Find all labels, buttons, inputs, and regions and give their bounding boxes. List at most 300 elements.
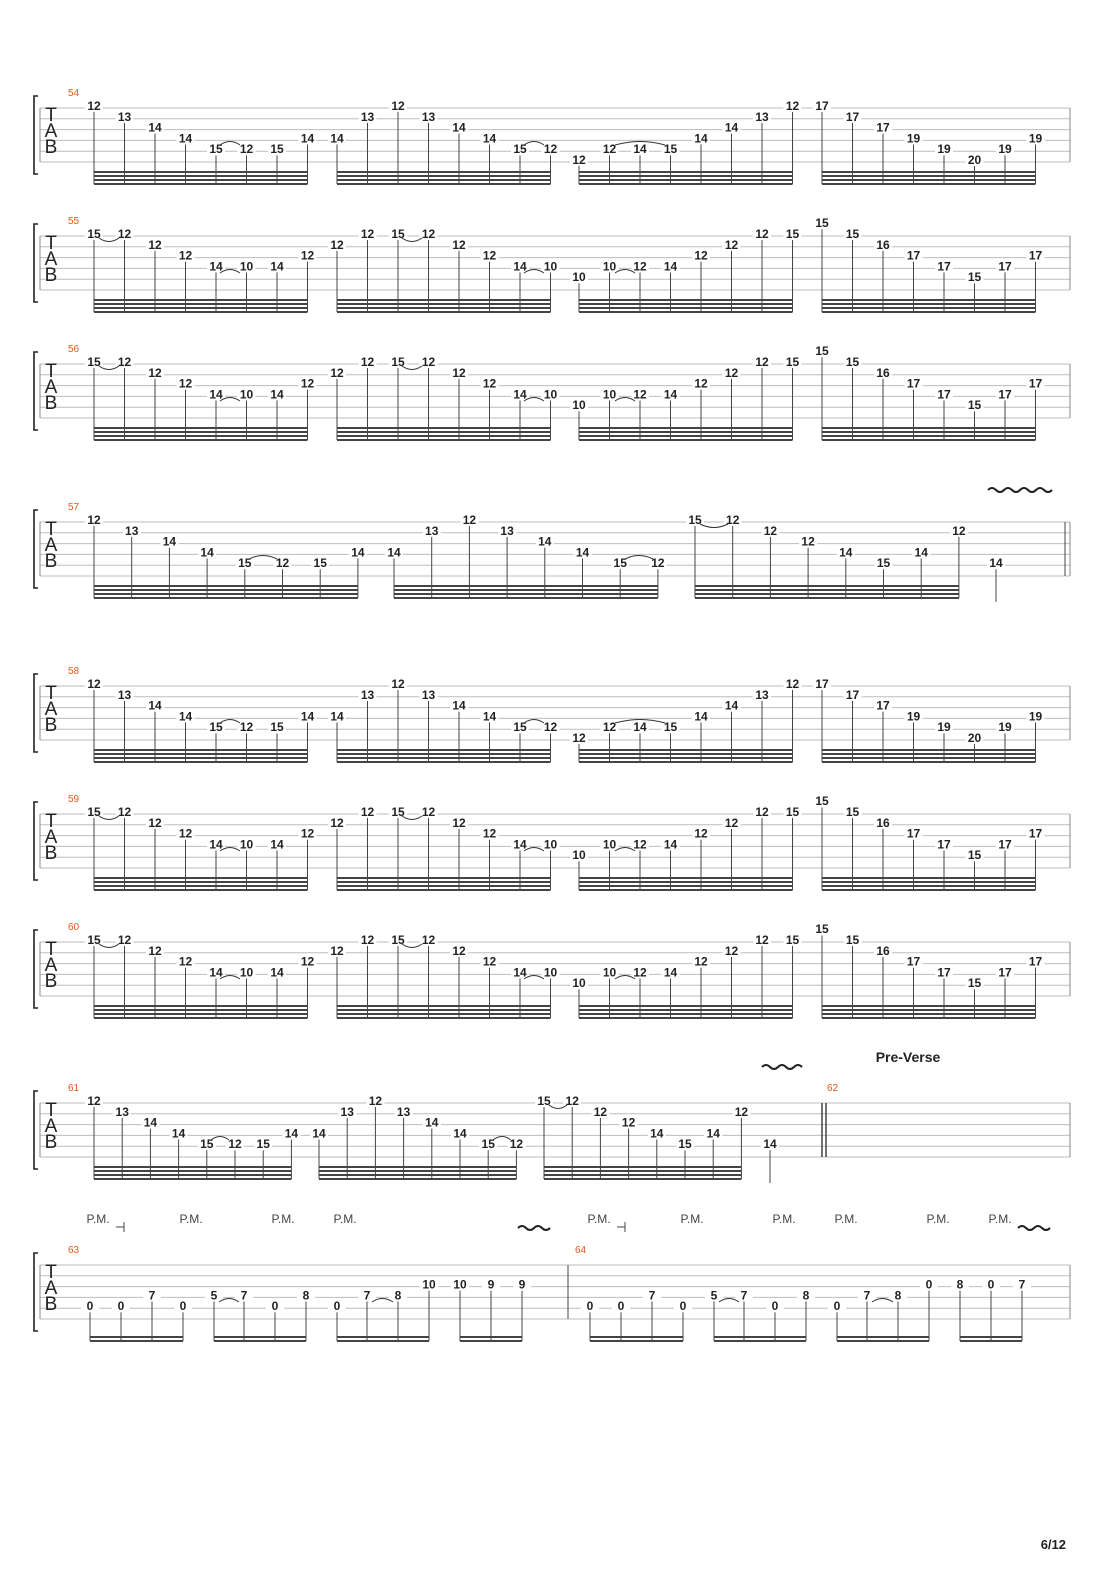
fret-number: 0 (333, 1299, 341, 1314)
staff-brace (34, 802, 38, 880)
fret-number: 19 (937, 720, 951, 735)
fret-number: 0 (925, 1277, 933, 1292)
fret-number: 17 (1028, 954, 1043, 969)
palm-mute-label: P.M. (271, 1212, 295, 1226)
fret-number: 17 (937, 259, 951, 274)
fret-number: 12 (755, 805, 769, 819)
fret-number: 12 (330, 237, 344, 252)
fret-number: 12 (482, 826, 497, 841)
fret-number: 17 (845, 687, 860, 702)
fret-number: 12 (117, 227, 132, 241)
fret-number: 12 (421, 227, 436, 241)
fret-number: 14 (300, 131, 315, 146)
fret-number: 17 (876, 698, 890, 713)
fret-number: 17 (906, 248, 921, 263)
fret-number: 14 (633, 720, 647, 735)
fret-number: 14 (330, 131, 344, 146)
tab-clef-letter: B (44, 715, 58, 736)
fret-number: 15 (785, 355, 800, 369)
tab-clef-letter: A (44, 535, 58, 556)
measure-number: 56 (68, 344, 80, 355)
fret-number: 14 (513, 387, 527, 402)
fret-number: 12 (694, 954, 708, 969)
fret-number: 14 (300, 709, 315, 724)
fret-number: 10 (602, 387, 617, 402)
tab-clef-letter: T (45, 519, 57, 540)
measure-number: 57 (68, 502, 80, 513)
fret-number: 15 (87, 933, 101, 947)
fret-number: 12 (602, 142, 617, 157)
fret-number: 13 (396, 1104, 411, 1119)
fret-number: 12 (952, 523, 966, 538)
fret-number: 12 (694, 826, 708, 841)
fret-number: 15 (270, 720, 284, 735)
tab-clef-letter: B (44, 551, 58, 572)
fret-number: 10 (602, 259, 617, 274)
fret-number: 0 (617, 1299, 625, 1314)
fret-number: 15 (785, 227, 800, 241)
tab-clef-letter: T (45, 811, 57, 832)
measure-number: 54 (68, 88, 80, 99)
fret-number: 15 (845, 933, 860, 947)
fret-number: 14 (425, 1115, 439, 1130)
fret-number: 14 (482, 131, 497, 146)
fret-number: 14 (143, 1115, 158, 1130)
fret-number: 14 (171, 1126, 186, 1141)
fret-number: 14 (663, 259, 678, 274)
fret-number: 0 (833, 1299, 841, 1314)
palm-mute-label: P.M. (333, 1212, 357, 1226)
fret-number: 12 (87, 99, 101, 113)
measure-number: 62 (827, 1083, 839, 1094)
fret-number: 15 (256, 1137, 270, 1152)
fret-number: 12 (651, 556, 665, 571)
fret-number: 10 (239, 965, 254, 980)
fret-number: 17 (998, 837, 1012, 852)
fret-number: 15 (663, 720, 678, 735)
fret-number: 5 (710, 1288, 718, 1303)
fret-number: 14 (453, 1126, 467, 1141)
fret-number: 14 (387, 545, 401, 560)
fret-number: 10 (453, 1277, 467, 1292)
fret-number: 0 (679, 1299, 687, 1314)
tab-clef-letter: T (45, 683, 57, 704)
fret-number: 15 (815, 794, 829, 809)
tab-clef-letter: A (44, 1116, 58, 1137)
fret-number: 12 (300, 248, 315, 263)
fret-number: 12 (330, 365, 344, 380)
fret-number: 14 (330, 709, 344, 724)
palm-mute-label: P.M. (680, 1212, 704, 1226)
fret-number: 14 (178, 709, 193, 724)
fret-number: 13 (421, 109, 436, 124)
fret-number: 14 (633, 142, 647, 157)
fret-number: 17 (937, 837, 951, 852)
fret-number: 19 (1028, 709, 1043, 724)
tab-clef-letter: B (44, 1294, 58, 1315)
fret-number: 5 (210, 1288, 218, 1303)
fret-number: 12 (117, 933, 132, 947)
fret-number: 10 (572, 848, 586, 863)
fret-number: 17 (906, 376, 921, 391)
fret-number: 14 (209, 965, 223, 980)
fret-number: 14 (694, 131, 708, 146)
fret-number: 12 (300, 376, 315, 391)
fret-number: 14 (270, 387, 284, 402)
tab-clef-letter: T (45, 1100, 57, 1121)
fret-number: 7 (363, 1288, 371, 1303)
fret-number: 14 (482, 709, 497, 724)
palm-mute-label: P.M. (587, 1212, 611, 1226)
palm-mute-label: P.M. (772, 1212, 796, 1226)
fret-number: 10 (572, 398, 586, 413)
fret-number: 14 (270, 965, 284, 980)
palm-mute-label: P.M. (834, 1212, 858, 1226)
fret-number: 8 (802, 1288, 810, 1303)
fret-number: 7 (648, 1288, 656, 1303)
fret-number: 7 (863, 1288, 871, 1303)
fret-number: 12 (633, 387, 647, 402)
fret-number: 12 (572, 731, 586, 745)
fret-number: 12 (421, 805, 436, 819)
fret-number: 12 (360, 933, 375, 947)
fret-number: 14 (200, 545, 214, 560)
fret-number: 0 (586, 1299, 594, 1314)
fret-number: 10 (543, 387, 558, 402)
palm-mute-label: P.M. (988, 1212, 1012, 1226)
tab-clef-letter: T (45, 361, 57, 382)
fret-number: 15 (815, 922, 829, 937)
fret-number: 12 (300, 826, 315, 841)
fret-number: 12 (694, 248, 708, 263)
fret-number: 12 (482, 376, 497, 391)
fret-number: 12 (148, 237, 162, 252)
fret-number: 14 (724, 698, 739, 713)
fret-number: 12 (117, 355, 132, 369)
fret-number: 20 (967, 731, 982, 745)
fret-number: 8 (894, 1288, 902, 1303)
fret-number: 13 (421, 687, 436, 702)
fret-number: 15 (513, 142, 527, 157)
fret-number: 12 (565, 1094, 579, 1108)
tab-clef-letter: B (44, 971, 58, 992)
fret-number: 13 (340, 1104, 354, 1119)
fret-number: 14 (989, 556, 1003, 571)
fret-number: 14 (706, 1126, 720, 1141)
fret-number: 15 (845, 227, 860, 241)
section-label: Pre-Verse (875, 1049, 941, 1065)
page-number: 6/12 (1040, 1537, 1066, 1552)
fret-number: 10 (239, 259, 254, 274)
palm-mute-label: P.M. (86, 1212, 110, 1226)
fret-number: 15 (815, 344, 829, 359)
fret-number: 16 (876, 237, 890, 252)
fret-number: 10 (572, 976, 586, 991)
fret-number: 8 (956, 1277, 964, 1292)
fret-number: 13 (425, 523, 439, 538)
fret-number: 15 (663, 142, 678, 157)
fret-number: 7 (740, 1288, 748, 1303)
fret-number: 12 (452, 943, 466, 958)
staff-brace (34, 674, 38, 752)
fret-number: 15 (481, 1137, 495, 1152)
fret-number: 12 (482, 954, 497, 969)
fret-number: 12 (421, 933, 436, 947)
fret-number: 13 (115, 1104, 129, 1119)
fret-number: 0 (271, 1299, 279, 1314)
fret-number: 15 (845, 355, 860, 369)
fret-number: 0 (771, 1299, 779, 1314)
fret-number: 7 (1018, 1277, 1026, 1292)
fret-number: 12 (148, 365, 162, 380)
fret-number: 15 (967, 270, 982, 285)
fret-number: 12 (755, 355, 769, 369)
fret-number: 12 (452, 815, 466, 830)
fret-number: 12 (391, 677, 405, 691)
fret-number: 15 (87, 805, 101, 819)
measure-number: 61 (68, 1083, 80, 1094)
vibrato-mark (988, 488, 1052, 492)
fret-number: 14 (209, 387, 223, 402)
fret-number: 0 (987, 1277, 995, 1292)
fret-number: 14 (839, 545, 853, 560)
fret-number: 13 (117, 687, 132, 702)
fret-number: 14 (914, 545, 928, 560)
fret-number: 12 (724, 815, 739, 830)
fret-number: 14 (162, 534, 177, 549)
fret-number: 0 (179, 1299, 187, 1314)
fret-number: 17 (845, 109, 860, 124)
staff-brace (34, 96, 38, 174)
fret-number: 12 (178, 248, 193, 263)
fret-number: 15 (391, 227, 405, 241)
fret-number: 13 (500, 523, 514, 538)
fret-number: 15 (87, 227, 101, 241)
fret-number: 9 (487, 1277, 495, 1292)
fret-number: 12 (239, 720, 254, 735)
fret-number: 17 (906, 826, 921, 841)
palm-mute-extent (116, 1222, 124, 1232)
fret-number: 13 (117, 109, 132, 124)
fret-number: 12 (724, 365, 739, 380)
tab-clef-letter: A (44, 377, 58, 398)
fret-number: 15 (967, 976, 982, 991)
staff-brace (34, 352, 38, 430)
fret-number: 12 (452, 365, 466, 380)
fret-number: 12 (572, 153, 586, 167)
fret-number: 17 (998, 965, 1012, 980)
fret-number: 10 (543, 259, 558, 274)
fret-number: 17 (906, 954, 921, 969)
fret-number: 14 (452, 698, 466, 713)
fret-number: 12 (482, 248, 497, 263)
fret-number: 12 (633, 259, 647, 274)
fret-number: 17 (998, 259, 1012, 274)
fret-number: 14 (270, 837, 284, 852)
fret-number: 12 (452, 237, 466, 252)
fret-number: 15 (876, 556, 891, 571)
measure-number: 58 (68, 666, 80, 677)
fret-number: 17 (1028, 248, 1043, 263)
fret-number: 13 (125, 523, 139, 538)
fret-number: 16 (876, 365, 890, 380)
tab-clef-letter: B (44, 137, 58, 158)
tab-clef-letter: T (45, 1262, 57, 1283)
fret-number: 19 (998, 142, 1012, 157)
fret-number: 12 (178, 826, 193, 841)
fret-number: 12 (330, 943, 344, 958)
tab-clef-letter: T (45, 233, 57, 254)
fret-number: 12 (509, 1137, 524, 1152)
tab-clef-letter: B (44, 393, 58, 414)
fret-number: 15 (391, 933, 405, 947)
fret-number: 12 (755, 933, 769, 947)
fret-number: 15 (87, 355, 101, 369)
fret-number: 12 (785, 677, 800, 691)
fret-number: 12 (360, 227, 375, 241)
tab-clef-letter: A (44, 827, 58, 848)
measure-number: 60 (68, 922, 80, 933)
fret-number: 12 (543, 142, 558, 157)
fret-number: 0 (86, 1299, 94, 1314)
fret-number: 14 (312, 1126, 326, 1141)
fret-number: 20 (967, 153, 982, 167)
fret-number: 10 (422, 1277, 436, 1292)
fret-number: 12 (755, 227, 769, 241)
fret-number: 14 (178, 131, 193, 146)
fret-number: 12 (462, 513, 477, 527)
fret-number: 15 (785, 933, 800, 947)
fret-number: 15 (209, 720, 223, 735)
tab-clef-letter: B (44, 265, 58, 286)
fret-number: 7 (240, 1288, 248, 1303)
fret-number: 12 (87, 513, 101, 527)
fret-number: 15 (313, 556, 327, 571)
fret-number: 15 (270, 142, 284, 157)
fret-number: 13 (755, 687, 769, 702)
fret-number: 15 (391, 355, 405, 369)
fret-number: 14 (663, 837, 678, 852)
tab-clef-letter: B (44, 1132, 58, 1153)
fret-number: 12 (360, 805, 375, 819)
tab-clef-letter: A (44, 699, 58, 720)
fret-number: 14 (351, 545, 365, 560)
fret-number: 10 (602, 965, 617, 980)
fret-number: 7 (148, 1288, 156, 1303)
fret-number: 12 (633, 837, 647, 852)
fret-number: 14 (650, 1126, 664, 1141)
fret-number: 12 (593, 1104, 608, 1119)
fret-number: 12 (148, 943, 162, 958)
fret-number: 17 (815, 677, 829, 691)
fret-number: 12 (117, 805, 132, 819)
fret-number: 12 (724, 943, 739, 958)
vibrato-mark (762, 1065, 802, 1069)
vibrato-mark (518, 1226, 550, 1230)
fret-number: 14 (694, 709, 708, 724)
measure-number: 63 (68, 1245, 80, 1256)
tab-clef-letter: T (45, 939, 57, 960)
fret-number: 12 (391, 99, 405, 113)
fret-number: 12 (801, 534, 815, 549)
measure-number: 64 (575, 1245, 587, 1256)
fret-number: 16 (876, 943, 890, 958)
fret-number: 15 (238, 556, 252, 571)
fret-number: 14 (148, 698, 162, 713)
fret-number: 12 (726, 513, 740, 527)
fret-number: 15 (967, 848, 982, 863)
fret-number: 12 (621, 1115, 636, 1130)
fret-number: 14 (724, 120, 739, 135)
fret-number: 12 (543, 720, 558, 735)
staff-brace (34, 510, 38, 588)
fret-number: 8 (302, 1288, 310, 1303)
fret-number: 15 (537, 1094, 551, 1108)
fret-number: 12 (239, 142, 254, 157)
fret-number: 15 (209, 142, 223, 157)
fret-number: 14 (575, 545, 590, 560)
fret-number: 12 (87, 677, 101, 691)
fret-number: 14 (148, 120, 162, 135)
fret-number: 10 (572, 270, 586, 285)
staff-brace (34, 1091, 38, 1169)
palm-mute-extent (617, 1222, 625, 1232)
fret-number: 19 (998, 720, 1012, 735)
fret-number: 17 (937, 965, 951, 980)
tab-clef-letter: A (44, 121, 58, 142)
fret-number: 12 (633, 965, 647, 980)
fret-number: 10 (543, 837, 558, 852)
fret-number: 12 (330, 815, 344, 830)
fret-number: 14 (452, 120, 466, 135)
fret-number: 12 (275, 556, 290, 571)
fret-number: 12 (421, 355, 436, 369)
staff-brace (34, 1253, 38, 1331)
fret-number: 10 (239, 837, 254, 852)
measure-number: 59 (68, 794, 80, 805)
tab-clef-letter: A (44, 955, 58, 976)
fret-number: 17 (998, 387, 1012, 402)
fret-number: 12 (178, 954, 193, 969)
fret-number: 13 (360, 687, 375, 702)
fret-number: 12 (228, 1137, 242, 1152)
tab-clef-letter: T (45, 105, 57, 126)
fret-number: 14 (663, 965, 678, 980)
palm-mute-label: P.M. (179, 1212, 203, 1226)
fret-number: 13 (360, 109, 375, 124)
fret-number: 14 (270, 259, 284, 274)
fret-number: 17 (1028, 826, 1043, 841)
fret-number: 12 (694, 376, 708, 391)
fret-number: 15 (815, 216, 829, 231)
fret-number: 12 (785, 99, 800, 113)
fret-number: 12 (178, 376, 193, 391)
fret-number: 14 (284, 1126, 299, 1141)
fret-number: 12 (360, 355, 375, 369)
fret-number: 12 (368, 1094, 383, 1108)
fret-number: 12 (300, 954, 315, 969)
palm-mute-label: P.M. (926, 1212, 950, 1226)
fret-number: 12 (724, 237, 739, 252)
fret-number: 12 (763, 523, 778, 538)
tab-clef-letter: A (44, 249, 58, 270)
fret-number: 15 (613, 556, 627, 571)
fret-number: 17 (937, 387, 951, 402)
fret-number: 9 (518, 1277, 526, 1292)
fret-number: 15 (967, 398, 982, 413)
fret-number: 15 (845, 805, 860, 819)
fret-number: 15 (688, 513, 702, 527)
